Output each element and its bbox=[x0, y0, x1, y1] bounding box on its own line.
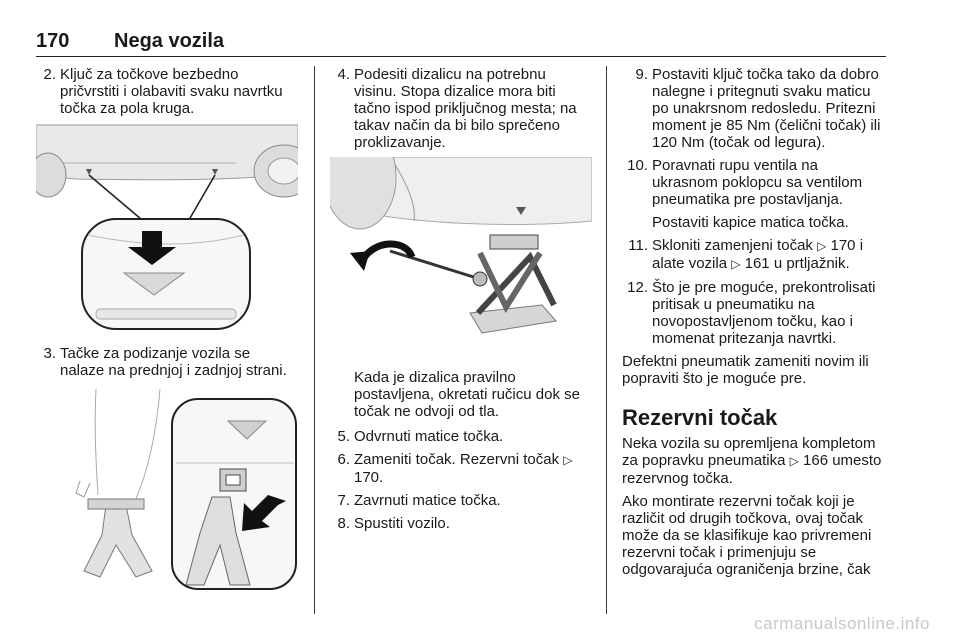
jack-position-illustration bbox=[36, 385, 298, 593]
step-10-text: Poravnati rupu ventila na ukrasnom poklopcu sa ventilom pneumatika pre postavljanja. bbox=[652, 157, 863, 208]
repair-kit-ref[interactable]: 166 umesto rezervnog točka. bbox=[622, 452, 882, 487]
step-11: 11. Skloniti zamenjeni točak ▷ 170 i alate vozila ▷ 161 u prtljažnik. bbox=[628, 237, 864, 272]
step-5-text: Odvrnuti matice točka. bbox=[354, 428, 504, 445]
page-header bbox=[36, 30, 886, 57]
page-reference-arrow-icon[interactable]: ▷ bbox=[731, 257, 741, 271]
column-3 bbox=[622, 66, 886, 584]
lifting-points-illustration bbox=[36, 123, 298, 331]
step-5: 5. Odvrnuti matice točka. bbox=[337, 428, 504, 445]
step-4-text: Podesiti dizalicu na potrebnu visinu. Stopa dizalice mora biti tačno ispod priključnog mesta; na takav način da bi bilo sprečeno proklizavanje. bbox=[354, 66, 577, 151]
step-4: 4. Podesiti dizalicu na potrebnu visinu. Stopa dizalice mora biti tačno ispod priključnog mesta; na takav način da bi bilo sprečeno proklizavanje. bbox=[337, 66, 577, 151]
step-2: 2. Ključ za točkove bezbedno pričvrstiti i olabaviti svaku navrtku točka za pola kruga. bbox=[43, 66, 283, 117]
jack-note: Kada je dizalica pravilno postavljena, okretati ručicu dok se točak ne odvoji od tla. bbox=[354, 369, 580, 420]
temporary-spare-paragraph: Ako montirate rezervni točak koji je različit od drugih točkova, ovaj točak može da se klasifikuje kao privremeni rezervni točak i primenjuju se odgovarajuća ograničenja brzine, čak bbox=[622, 493, 872, 578]
page-reference-arrow-icon[interactable]: ▷ bbox=[789, 454, 799, 468]
step-7: 7. Zavrnuti matice točka. bbox=[337, 492, 501, 509]
step-3: 3. Tačke za podizanje vozila se nalaze na prednjoj i zadnjoj strani. bbox=[43, 345, 287, 379]
page-number: 170 bbox=[36, 30, 70, 52]
step-11-text-a: Skloniti zamenjeni točak bbox=[652, 237, 813, 254]
step-12: 12. Što je pre moguće, prekontrolisati pritisak u pneumatiku na novopostavljenom točku, kao i momenat pritezanja navrtki. bbox=[627, 279, 876, 347]
scissor-jack-illustration bbox=[330, 157, 592, 355]
step-11-ref-b[interactable]: 161 u prtljažnik. bbox=[744, 255, 850, 272]
repair-kit-paragraph: Neka vozila su opremljena kompletom za popravku pneumatika ▷ 166 umesto rezervnog točka. bbox=[622, 435, 882, 487]
step-9-text: Postaviti ključ točka tako da dobro nalegne i pritegnuti svaku maticu po unakrsnom redosledu. Pritezni moment je 85 Nm (čelični točak) ili 120 Nm (točak od legura). bbox=[652, 66, 881, 151]
step-11-text-b: alate vozila bbox=[652, 255, 728, 272]
spare-wheel-heading: Rezervni točak bbox=[622, 405, 778, 430]
step-6-text: Zameniti točak. Rezervni točak bbox=[354, 451, 560, 468]
column-divider-2 bbox=[606, 66, 607, 614]
page-reference-arrow-icon[interactable]: ▷ bbox=[563, 453, 573, 467]
step-9: 9. Postaviti ključ točka tako da dobro nalegne i pritegnuti svaku maticu po unakrsnom redosledu. Pritezni moment je 85 Nm (čelični točak) ili 120 Nm (točak od legura). bbox=[635, 66, 881, 151]
step-10: 10. Poravnati rupu ventila na ukrasnom poklopcu sa ventilom pneumatika pre postavljanja. bbox=[627, 157, 863, 208]
step-6: 6. Zameniti točak. Rezervni točak ▷ 170. bbox=[337, 451, 573, 486]
step-8: 8. Spustiti vozilo. bbox=[337, 515, 450, 532]
step-11-ref-a[interactable]: 170 i bbox=[830, 237, 864, 254]
column-divider-1 bbox=[314, 66, 315, 614]
step-10-subtext: Postaviti kapice matica točka. bbox=[652, 214, 849, 231]
step-3-text: Tačke za podizanje vozila se nalaze na prednjoj i zadnjoj strani. bbox=[60, 345, 287, 379]
step-6-ref[interactable]: 170. bbox=[354, 469, 384, 486]
watermark: carmanualsonline.info bbox=[754, 614, 930, 633]
step-7-text: Zavrnuti matice točka. bbox=[354, 492, 501, 509]
column-1 bbox=[36, 66, 298, 607]
step-8-text: Spustiti vozilo. bbox=[354, 515, 450, 532]
column-2 bbox=[330, 66, 592, 538]
step-12-text: Što je pre moguće, prekontrolisati pritisak u pneumatiku na novopostavljenom točku, kao i momenat pritezanja navrtki. bbox=[652, 279, 876, 347]
section-title: Nega vozila bbox=[114, 30, 225, 52]
defective-tire-paragraph: Defektni pneumatik zameniti novim ili popraviti što je moguće pre. bbox=[622, 353, 869, 387]
page-reference-arrow-icon[interactable]: ▷ bbox=[817, 239, 827, 253]
step-2-text: Ključ za točkove bezbedno pričvrstiti i olabaviti svaku navrtku točka za pola kruga. bbox=[60, 66, 283, 117]
